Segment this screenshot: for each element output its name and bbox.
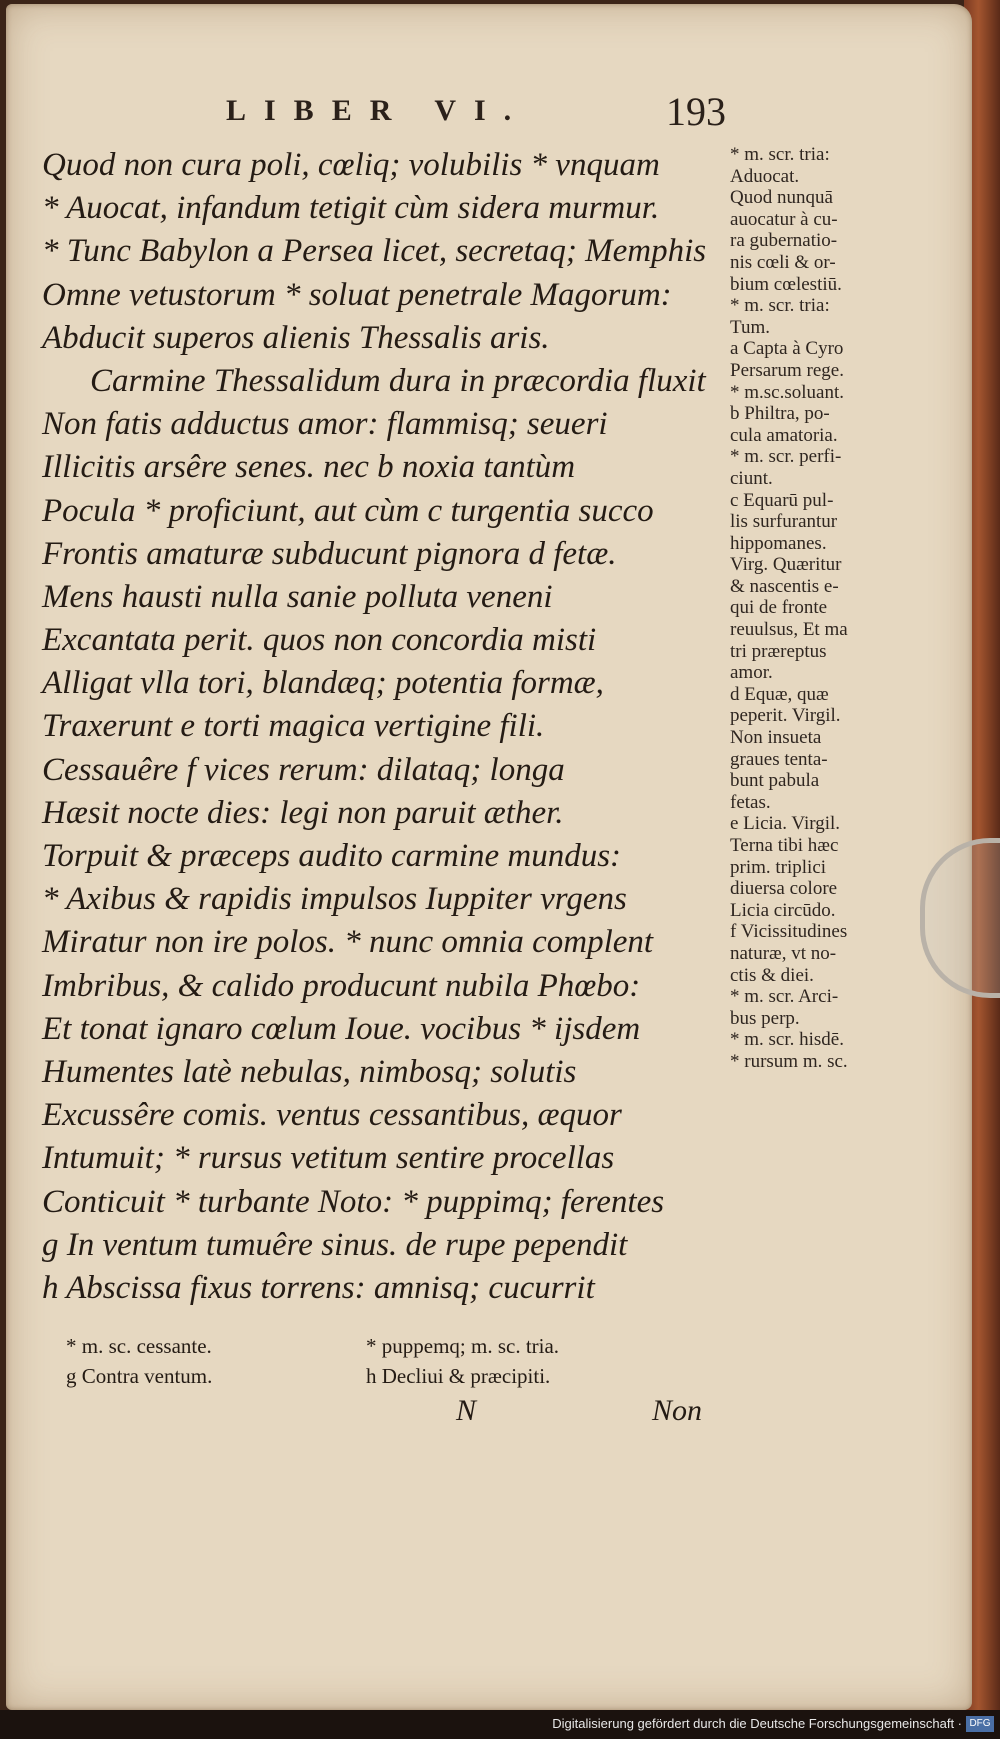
margin-note-line: ctis & diei. [730, 964, 814, 986]
margin-note-line: b Philtra, po- [730, 403, 830, 425]
verse-line: * Auocat, infandum tetigit cùm sidera murmur. [42, 190, 660, 227]
margin-note-line: lis surfurantur [730, 511, 838, 533]
margin-note-line: reuulsus, Et ma [730, 619, 848, 641]
verse-line: Illicitis arsêre senes. nec b noxia tantùm [42, 449, 576, 486]
footer-bar [0, 1710, 1000, 1739]
margin-note-line: e Licia. Virgil. [730, 813, 841, 835]
verse-column [42, 144, 742, 1310]
page-number: 193 [666, 89, 726, 134]
verse-line: Frontis amaturæ subducunt pignora d fetæ. [42, 535, 617, 572]
verse-line: Miratur non ire polos. * nunc omnia complent [42, 924, 654, 961]
verse-line: Mens hausti nulla sanie polluta veneni [42, 578, 553, 615]
margin-note-line: Virg. Quæritur [730, 554, 842, 576]
margin-note-line: Licia circūdo. [730, 899, 836, 921]
verse-line: Carmine Thessalidum dura in præcordia fluxit [90, 362, 706, 399]
verse-line: h Abscissa fixus torrens: amnisq; cucurrit [42, 1269, 595, 1306]
margin-note-line: prim. triplici [730, 856, 827, 878]
verse-line: Non fatis adductus amor: flammisq; seueri [42, 406, 608, 443]
verse-line: Excussêre comis. ventus cessantibus, æquor [42, 1097, 622, 1134]
margin-note-line: Non insueta [730, 727, 822, 749]
running-title: LIBER VI. [226, 94, 530, 127]
margin-note-line: Quod nunquā [730, 187, 833, 209]
verse-line: Alligat vlla tori, blandæq; potentia formæ, [42, 665, 604, 702]
verse-line: Imbribus, & calido producunt nubila Phœbo: [42, 967, 641, 1004]
footnote-right-1: * puppemq; m. sc. tria. [366, 1334, 560, 1358]
verse-line: Conticuit * turbante Noto: * puppimq; ferentes [42, 1183, 665, 1220]
verse-line: Quod non cura poli, cœliq; volubilis * vnquam [42, 147, 660, 183]
dfg-logo: DFG [966, 1716, 994, 1732]
margin-note-line: * m. scr. tria: [730, 144, 830, 165]
signature-mark: N [456, 1394, 477, 1427]
margin-note-line: graues tenta- [730, 748, 828, 770]
margin-note-line: f Vicissitudines [730, 921, 848, 943]
footnote-right-2: h Decliui & præcipiti. [366, 1364, 551, 1388]
margin-note-line: ra gubernatio- [730, 230, 838, 252]
book-page [6, 4, 972, 1710]
verse-line: Humentes latè nebulas, nimbosq; solutis [42, 1053, 577, 1090]
margin-note-line: * m.sc.soluant. [730, 381, 844, 403]
verse-line: Abducit superos alienis Thessalis aris. [42, 319, 550, 356]
margin-note-line: bunt pabula [730, 770, 820, 792]
margin-note-line: peperit. Virgil. [730, 705, 841, 727]
margin-note-line: qui de fronte [730, 597, 828, 619]
verse-line: * Tunc Babylon a Persea licet, secretaq; Memphis [42, 233, 707, 270]
margin-note-line: a Capta à Cyro [730, 338, 844, 360]
footer-credit: Digitalisierung gefördert durch die Deutsche Forschungsgemeinschaft · [552, 1716, 962, 1731]
margin-note-line: cula amatoria. [730, 424, 838, 446]
margin-note-line: hippomanes. [730, 532, 827, 554]
margin-note-line: Terna tibi hæc [730, 835, 839, 856]
verse-line: * Axibus & rapidis impulsos Iuppiter vrgens [42, 881, 627, 918]
verse-line: Et tonat ignaro cœlum Ioue. vocibus * ijsdem [42, 1010, 641, 1047]
margin-note-line: bus perp. [730, 1007, 800, 1029]
margin-note-line: * m. scr. perfi- [730, 446, 842, 468]
catchword: Non [652, 1394, 703, 1427]
margin-note-line: * m. scr. hisdē. [730, 1029, 844, 1051]
margin-note-line: naturæ, vt no- [730, 942, 837, 964]
margin-note-line: * m. scr. Arci- [730, 986, 839, 1008]
verse-line: Intumuit; * rursus vetitum sentire procellas [42, 1140, 615, 1177]
margin-note-line: Aduocat. [730, 165, 800, 187]
margin-note-line: * rursum m. sc. [730, 1050, 848, 1072]
margin-note-line: auocatur à cu- [730, 208, 838, 230]
verse-line: Traxerunt e torti magica vertigine fili. [42, 708, 545, 745]
margin-note-line: ciunt. [730, 467, 773, 489]
margin-note-line: d Equæ, quæ [730, 683, 829, 705]
margin-note-line: bium cœlestiū. [730, 273, 842, 295]
margin-note-line: amor. [730, 662, 773, 684]
margin-note-line: Persarum rege. [730, 359, 844, 381]
margin-note-line: * m. scr. tria: [730, 295, 830, 317]
verse-line: Cessauêre f vices rerum: dilataq; longa [42, 751, 565, 788]
margin-note-line: tri præreptus [730, 640, 827, 662]
verse-line: Omne vetustorum * soluat penetrale Magorum: [42, 276, 672, 313]
verse-line: g In ventum tumuêre sinus. de rupe pependit [42, 1226, 628, 1263]
margin-note-line: fetas. [730, 791, 771, 813]
verse-line: Torpuit & præceps audito carmine mundus: [42, 838, 622, 874]
verse-line: Pocula * proficiunt, aut cùm c turgentia succo [42, 492, 654, 529]
verse-line: Excantata perit. quos non concordia misti [42, 622, 597, 659]
margin-note-line: & nascentis e- [730, 575, 839, 597]
footnote-left-2: g Contra ventum. [66, 1364, 213, 1388]
margin-note-line: diuersa colore [730, 878, 838, 900]
margin-note-line: Tum. [730, 316, 770, 338]
margin-notes-column [730, 144, 920, 1073]
verse-line: Hæsit nocte dies: legi non paruit æther. [42, 794, 564, 831]
footnote-left-1: * m. sc. cessante. [66, 1334, 212, 1358]
margin-note-line: nis cœli & or- [730, 251, 836, 273]
margin-note-line: c Equarū pul- [730, 489, 834, 511]
